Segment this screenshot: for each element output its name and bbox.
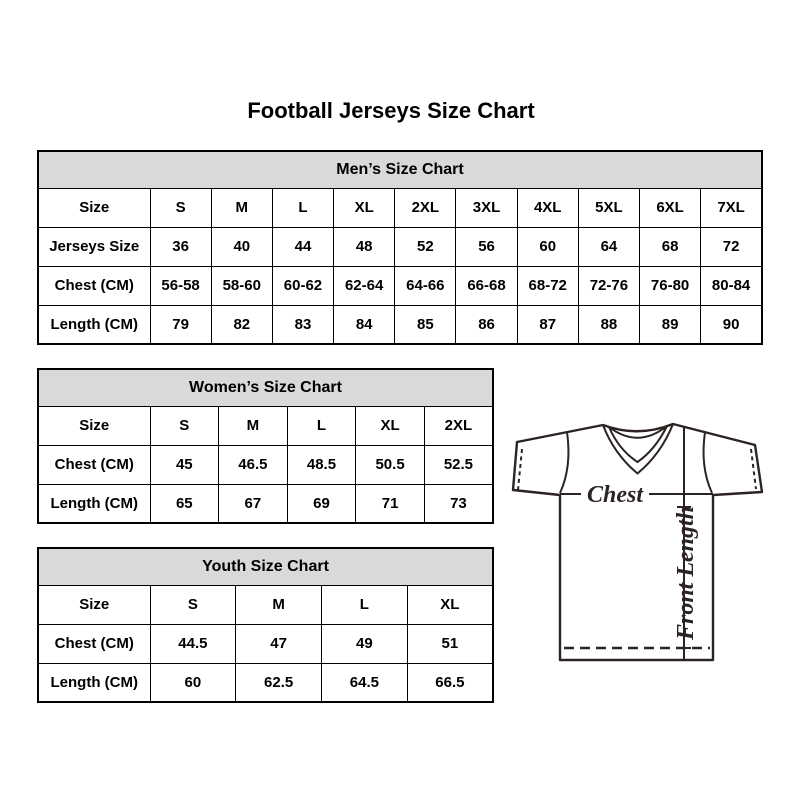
- value-cell: 50.5: [356, 445, 425, 484]
- value-cell: 67: [219, 484, 288, 523]
- value-cell: 90: [701, 305, 762, 344]
- value-cell: 68-72: [517, 266, 578, 305]
- mens-table-title: Men’s Size Chart: [38, 151, 762, 188]
- value-cell: 73: [424, 484, 493, 523]
- value-cell: 69: [287, 484, 356, 523]
- womens-table-title: Women’s Size Chart: [38, 369, 493, 406]
- value-cell: 72: [701, 227, 762, 266]
- table-row: [38, 266, 762, 305]
- jersey-measurement-diagram: [508, 412, 778, 668]
- table-row: [38, 227, 762, 266]
- value-cell: XL: [356, 406, 425, 445]
- value-cell: 52.5: [424, 445, 493, 484]
- front-length-label: Front Length: [673, 505, 699, 641]
- value-cell: 64-66: [395, 266, 456, 305]
- value-cell: 49: [322, 624, 408, 663]
- value-cell: 66.5: [407, 663, 493, 702]
- table-row: [38, 585, 493, 624]
- value-cell: 56-58: [150, 266, 211, 305]
- value-cell: 58-60: [211, 266, 272, 305]
- table-header-row: [38, 151, 762, 188]
- table-row: [38, 663, 493, 702]
- mens-size-table: [37, 150, 763, 345]
- value-cell: XL: [407, 585, 493, 624]
- value-cell: 40: [211, 227, 272, 266]
- value-cell: L: [287, 406, 356, 445]
- youth-table-title: Youth Size Chart: [38, 548, 493, 585]
- value-cell: 56: [456, 227, 517, 266]
- row-header-cell: Length (CM): [38, 663, 150, 702]
- value-cell: 86: [456, 305, 517, 344]
- value-cell: M: [219, 406, 288, 445]
- value-cell: 60: [150, 663, 236, 702]
- value-cell: L: [272, 188, 333, 227]
- value-cell: 62.5: [236, 663, 322, 702]
- value-cell: 47: [236, 624, 322, 663]
- value-cell: 64: [578, 227, 639, 266]
- table-row: [38, 406, 493, 445]
- value-cell: 48.5: [287, 445, 356, 484]
- value-cell: 44: [272, 227, 333, 266]
- value-cell: S: [150, 406, 219, 445]
- row-header-cell: Length (CM): [38, 305, 150, 344]
- value-cell: 48: [334, 227, 395, 266]
- table-row: [38, 484, 493, 523]
- value-cell: 45: [150, 445, 219, 484]
- table-header-row: [38, 548, 493, 585]
- value-cell: 85: [395, 305, 456, 344]
- page-title: Football Jerseys Size Chart: [247, 98, 535, 123]
- row-header-cell: Chest (CM): [38, 445, 150, 484]
- value-cell: 60-62: [272, 266, 333, 305]
- value-cell: 51: [407, 624, 493, 663]
- value-cell: 65: [150, 484, 219, 523]
- value-cell: XL: [334, 188, 395, 227]
- womens-size-table: [37, 368, 494, 524]
- row-header-cell: Size: [38, 585, 150, 624]
- jersey-outline: [513, 424, 762, 660]
- value-cell: 2XL: [395, 188, 456, 227]
- value-cell: S: [150, 188, 211, 227]
- value-cell: S: [150, 585, 236, 624]
- value-cell: 88: [578, 305, 639, 344]
- value-cell: 62-64: [334, 266, 395, 305]
- value-cell: 82: [211, 305, 272, 344]
- chest-label: Chest: [586, 482, 644, 508]
- value-cell: L: [322, 585, 408, 624]
- value-cell: 36: [150, 227, 211, 266]
- value-cell: 68: [640, 227, 701, 266]
- value-cell: M: [211, 188, 272, 227]
- row-header-cell: Size: [38, 406, 150, 445]
- value-cell: 52: [395, 227, 456, 266]
- value-cell: 7XL: [701, 188, 762, 227]
- value-cell: 84: [334, 305, 395, 344]
- value-cell: 72-76: [578, 266, 639, 305]
- value-cell: 60: [517, 227, 578, 266]
- value-cell: 44.5: [150, 624, 236, 663]
- value-cell: 3XL: [456, 188, 517, 227]
- value-cell: 80-84: [701, 266, 762, 305]
- row-header-cell: Length (CM): [38, 484, 150, 523]
- value-cell: 66-68: [456, 266, 517, 305]
- value-cell: 79: [150, 305, 211, 344]
- youth-size-table: [37, 547, 494, 703]
- value-cell: 71: [356, 484, 425, 523]
- row-header-cell: Jerseys Size: [38, 227, 150, 266]
- table-row: [38, 624, 493, 663]
- row-header-cell: Size: [38, 188, 150, 227]
- value-cell: 46.5: [219, 445, 288, 484]
- value-cell: 5XL: [578, 188, 639, 227]
- value-cell: 4XL: [517, 188, 578, 227]
- value-cell: 89: [640, 305, 701, 344]
- value-cell: 76-80: [640, 266, 701, 305]
- table-header-row: [38, 369, 493, 406]
- row-header-cell: Chest (CM): [38, 624, 150, 663]
- value-cell: 2XL: [424, 406, 493, 445]
- value-cell: M: [236, 585, 322, 624]
- table-row: [38, 305, 762, 344]
- table-row: [38, 445, 493, 484]
- value-cell: 6XL: [640, 188, 701, 227]
- value-cell: 64.5: [322, 663, 408, 702]
- row-header-cell: Chest (CM): [38, 266, 150, 305]
- value-cell: 83: [272, 305, 333, 344]
- value-cell: 87: [517, 305, 578, 344]
- table-row: [38, 188, 762, 227]
